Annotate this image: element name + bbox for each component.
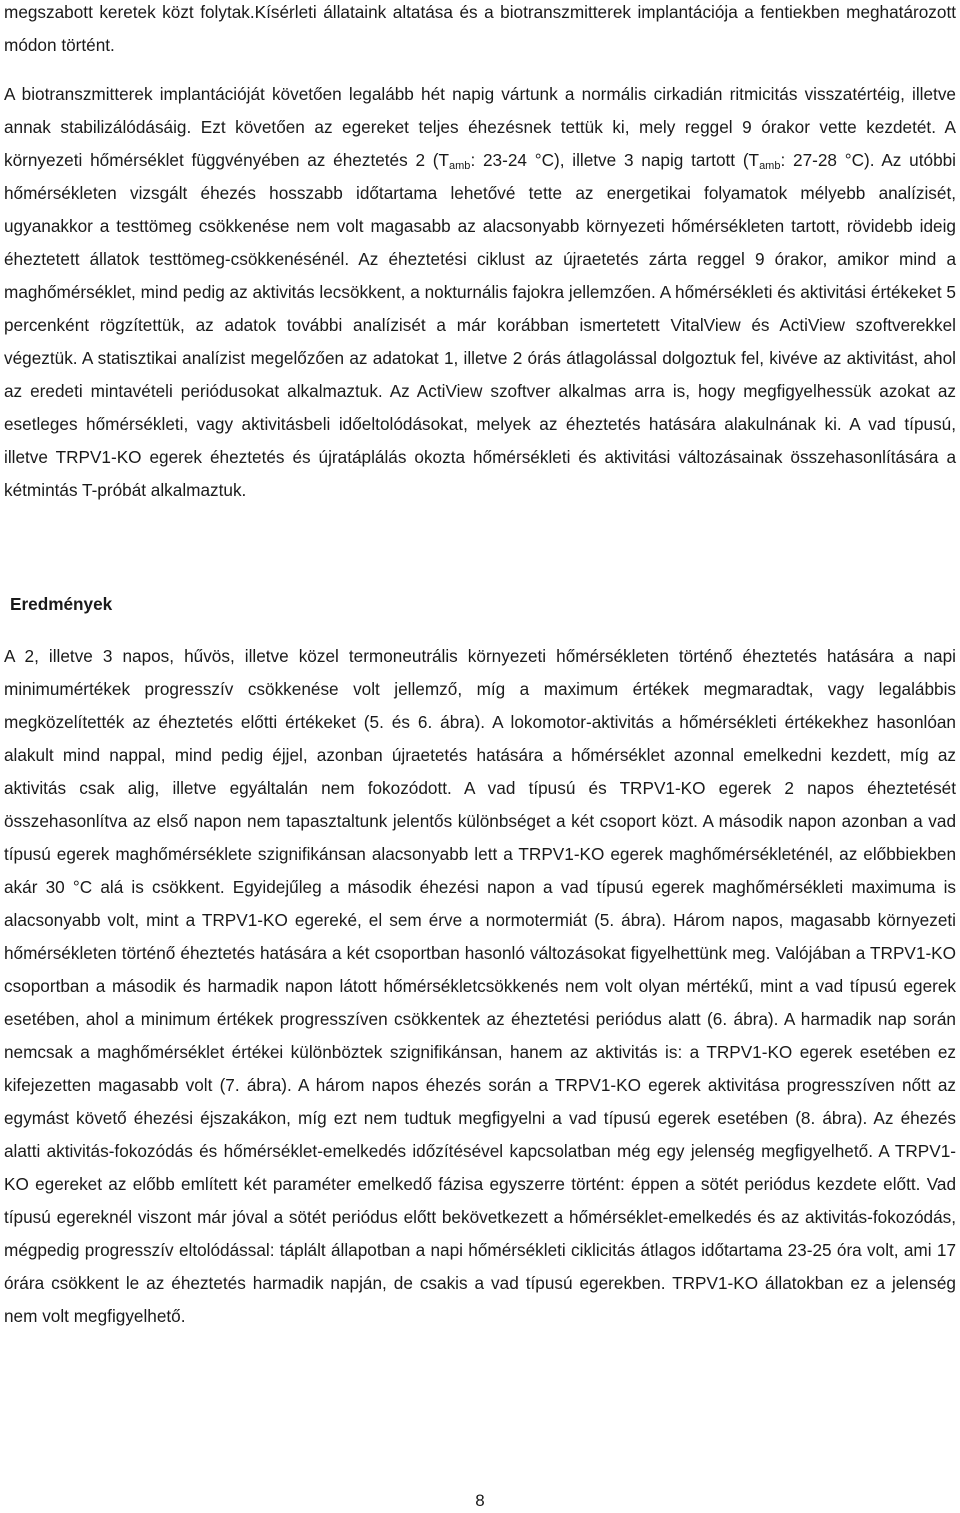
section-heading-results: Eredmények — [10, 594, 113, 614]
subscript-amb: amb — [449, 160, 471, 172]
paragraph-text-part: : 27-28 °C). Az utóbbi hőmérsékleten vizsgált éhezés hosszabb időtartama lehetővé tette az energetikai folyamatok mélyebb analízisét, ugyanakkor a testtömeg csökkenése nem volt magasabb az alacsonyabb környezeti hőmérsékleten tartott, rövidebb ideig éheztetett állatok testtömeg-csökkenésénél. Az éheztetési ciklust az újraetetés zárta reggel 9 órakor, amikor mind a maghőmérséklet, mind pedig az aktivitás lecsökkent, a nokturnális fajokra jellemzően. A hőmérsékleti és aktivitási értékeket 5 percenként rögzítettük, az adatok további analízisét a már korábban ismertetett VitalView és ActiView szoftverekkel végeztük. A statisztikai analízist megelőzően az adatokat 1, illetve 2 órás átlagolással dolgoztuk fel, kivéve az aktivitást, ahol az eredeti mintavételi periódusokat alkalmaztuk. Az ActiView szoftver alkalmas arra is, hogy megfigyelhessük azokat az esetleges hőmérsékleti, vagy aktivitásbeli időeltolódásokat, melyek az éheztetés hatására alakulnának ki. A vad típusú, illetve TRPV1-KO egerek éheztetés és újratáplálás okozta hőmérsékleti és aktivitási változásainak összehasonlítására a kétmintás T-próbát alkalmaztuk. — [4, 150, 957, 500]
paragraph-methods-intro: megszabott keretek közt folytak.Kísérleti állataink altatása és a biotranszmitterek implantációja a fentiekben meghatározott módon történt. — [4, 2, 956, 55]
paragraph-methods-fasting — [4, 78, 956, 507]
page-number: 8 — [475, 1491, 485, 1510]
paragraph-results: A 2, illetve 3 napos, hűvös, illetve közel termoneutrális környezeti hőmérsékleten történő éheztetés hatására a napi minimumértékek progresszív csökkenése volt jellemző, míg a maximum értékek megmaradtak, vagy legalábbis megközelítették az éheztetés előtti értékeket (5. és 6. ábra). A lokomotor-aktivitás a hőmérsékleti értékekhez hasonlóan alakult mind nappal, mind pedig éjjel, azonban újraetetés hatására a hőmérséklet azonnal emelkedni kezdett, míg az aktivitás csak alig, illetve egyáltalán nem fokozódott. A vad típusú és TRPV1-KO egerek 2 napos éheztetését összehasonlítva az első napon nem tapasztaltunk jelentős különbséget a két csoport közt. A második napon azonban a vad típusú egerek maghőmérséklete szignifikánsan alacsonyabb lett a TRPV1-KO egerek maghőmérsékleténél, az előbbiekben akár 30 °C alá is csökkent. Egyidejűleg a második éhezési napon a vad típusú egerek maghőmérsékleti maximuma is alacsonyabb volt, mint a TRPV1-KO egereké, el sem érve a normotermiát (5. ábra). Három napos, magasabb környezeti hőmérsékleten történő éheztetés hatására a két csoportban hasonló változásokat figyelhettünk meg. Valójában a TRPV1-KO csoportban a második és harmadik napon látott hőmérsékletcsökkenés nem volt olyan mértékű, mint a vad típusú egerek esetében, ahol a minimum értékek progresszíven csökkentek az éheztetési periódus alatt (6. ábra). A harmadik nap során nemcsak a maghőmérséklet értékei különböztek szignifikánsan, hanem az aktivitás is: a TRPV1-KO egerek esetében ez kifejezetten magasabb volt (7. ábra). A három napos éhezés során a TRPV1-KO egerek aktivitása progresszíven nőtt az egymást követő éhezési éjszakákon, míg ezt nem tudtuk megfigyelni a vad típusú egerek esetében (8. ábra). Az éhezés alatti aktivitás-fokozódás és hőmérséklet-emelkedés időzítésével kapcsolatban még egy jelenség megfigyelhető. A TRPV1-KO egereket az előbb említett két paraméter emelkedő fázisa egyszerre történt: éppen a sötét periódus kezdete előtt. Vad típusú egereknél viszont már jóval a sötét periódus előtt bekövetkezett a hőmérséklet-emelkedés és az aktivitás-fokozódás, mégpedig progresszív eltolódással: táplált állapotban a napi hőmérsékleti ciklicitás átlagos időtartama 23-25 óra volt, ami 17 órára csökkent le az éheztetés harmadik napján, de csakis a vad típusú egerekben. TRPV1-KO állatokban ez a jelenség nem volt megfigyelhető. — [4, 646, 956, 1326]
paragraph-text-part: : 23-24 °C), illetve 3 napig tartott (T — [470, 150, 760, 170]
paragraph-text-part: A biotranszmitterek implantációját követően legalább hét napig vártunk a normális cirkadián ritmicitás visszatértéig, illetve annak stabilizálódásáig. Ezt követően az egereket teljes éhezésnek tettük ki, mely reggel 9 órakor vette kezdetét. A környezeti hőmérséklet függvényében az éheztetés 2 (T — [4, 84, 956, 170]
subscript-amb: amb — [759, 160, 781, 172]
